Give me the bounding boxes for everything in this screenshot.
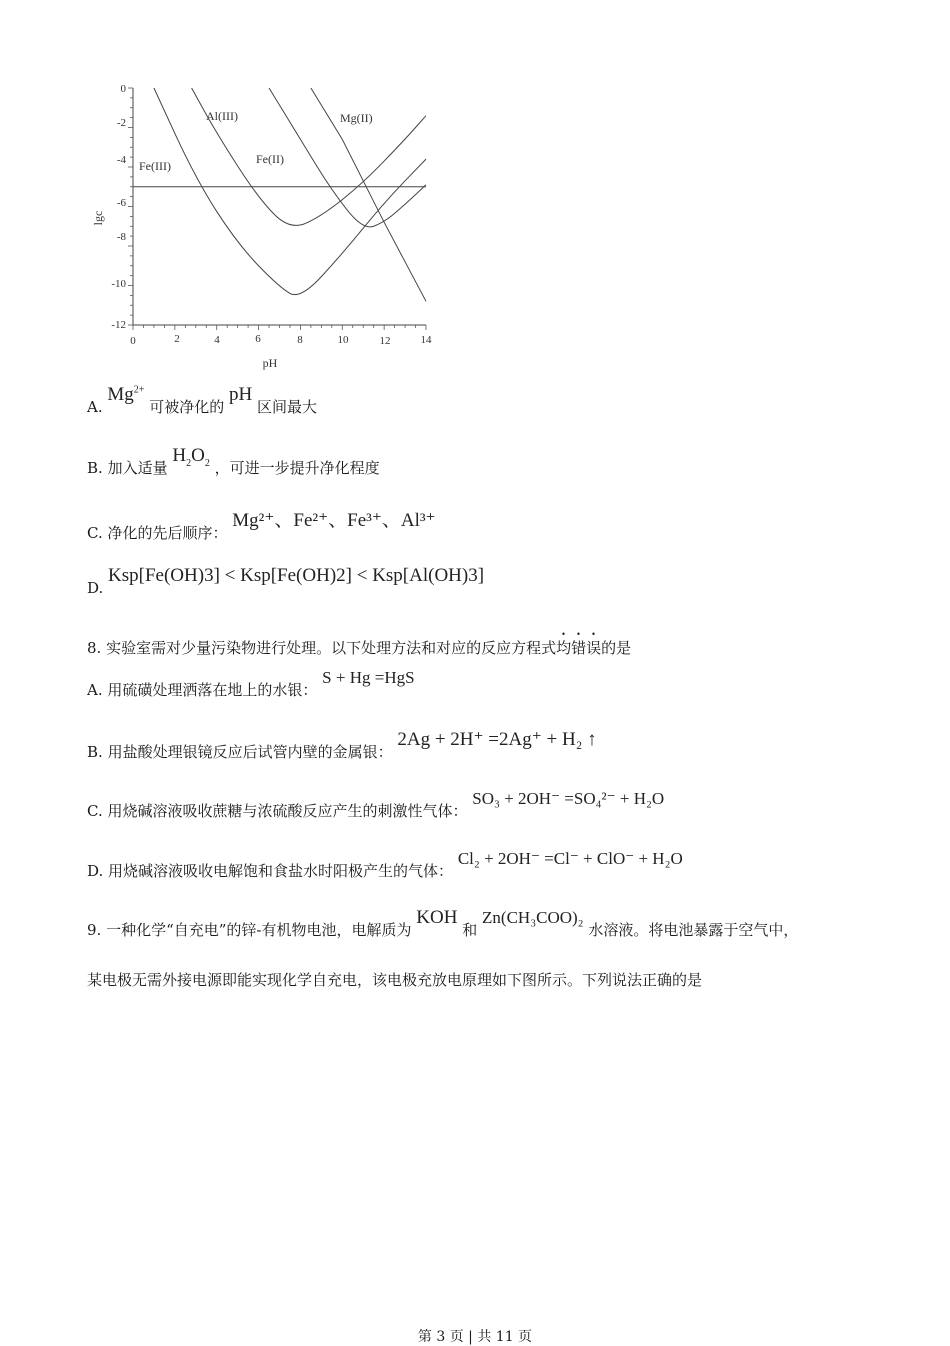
y-tick-label: -6 <box>116 197 126 209</box>
q7-option-c[interactable] <box>87 510 436 544</box>
y-tick-label: -4 <box>116 154 126 166</box>
option-text: ，可进一步提升净化程度 <box>214 459 380 477</box>
q8-option-c[interactable] <box>87 789 665 821</box>
x-tick-label: 0 <box>130 335 136 347</box>
formula-ion-order: Mg²⁺、Fe²⁺、Fe³⁺、Al³⁺ <box>232 510 436 531</box>
option-text: 净化的先后顺序： <box>107 524 228 542</box>
q9-stem-line1: 9. 一种化学“自充电”的锌-有机物电池，电解质为 KOH 和 Zn(CH₃COO)₂ 水溶液。将电池暴露于空气中， <box>87 907 799 939</box>
x-tick-label: 12 <box>379 335 391 347</box>
formula-ksp: Ksp[Fe(OH)3] < Ksp[Fe(OH)2] < Ksp[Al(OH)3] <box>108 565 485 586</box>
option-prefix: B. <box>87 459 108 477</box>
equation: SO₃ + 2OH⁻ =SO₄²⁻ + H₂O <box>472 789 665 808</box>
series-feiii <box>154 88 426 295</box>
page-footer: 第 3 页 | 共 11 页 <box>417 1329 533 1345</box>
equation: Cl₂ + 2OH⁻ =Cl⁻ + ClO⁻ + H₂O <box>457 849 683 868</box>
q7-option-a[interactable] <box>87 384 318 418</box>
formula-koh: KOH <box>416 907 458 928</box>
q8-option-d[interactable] <box>87 849 683 881</box>
y-tick-label: -10 <box>111 278 126 290</box>
formula-h2o2: $H_2O_2$ <box>172 445 210 469</box>
equation: 2Ag + 2H⁺ =2Ag⁺ + H₂ ↑ <box>397 729 597 750</box>
q9-stem-line2: 某电极无需外接电源即能实现化学自充电，该电极充放电原理如下图所示。下列说法正确的是 <box>87 971 703 989</box>
option-prefix: D. <box>87 862 109 880</box>
option-text: 用烧碱溶液吸收电解饱和食盐水时阳极产生的气体： <box>108 862 454 880</box>
curve-label-al3: Al(III) <box>206 109 238 123</box>
q8-stem: 8. 实验室需对少量污染物进行处理。以下处理方法和对应的反应方程式均错误的是 <box>87 639 632 657</box>
option-text: 可被净化的 <box>149 398 225 416</box>
option-text: 区间最大 <box>257 398 318 416</box>
x-tick-label: 6 <box>255 333 261 345</box>
option-text: 用盐酸处理银镜反应后试管内壁的金属银： <box>107 743 393 761</box>
curve-label-mg2: Mg(II) <box>340 111 373 125</box>
q8-option-a[interactable] <box>87 668 415 700</box>
option-text: 用烧碱溶液吸收蔗糖与浓硫酸反应产生的刺激性气体： <box>107 802 468 820</box>
y-tick-label: -8 <box>116 231 126 243</box>
y-tick-label: 0 <box>120 83 126 95</box>
q7-option-b[interactable] <box>87 445 380 481</box>
equation: S + Hg =HgS <box>322 668 415 687</box>
option-text: 加入适量 <box>107 459 168 477</box>
x-tick-label: 10 <box>337 334 349 346</box>
curve-label-fe3: Fe(III) <box>139 159 171 173</box>
option-prefix: B. <box>87 743 108 761</box>
option-prefix: A. <box>87 681 108 699</box>
formula-mg: $Mg^{2+}$ <box>107 384 145 405</box>
q8-option-b[interactable] <box>87 729 597 763</box>
x-tick-label: 4 <box>214 334 220 346</box>
y-axis-label: lgc <box>91 210 105 226</box>
x-tick-label: 14 <box>420 334 432 346</box>
option-prefix: C. <box>87 802 108 820</box>
formula-ph: pH <box>229 384 253 405</box>
option-prefix: C. <box>87 524 108 542</box>
solubility-chart <box>80 78 440 378</box>
x-tick-label: 8 <box>297 334 303 346</box>
option-text: 用硫磺处理洒落在地上的水银： <box>107 681 318 699</box>
plot-area <box>128 88 426 330</box>
series-feii <box>269 88 426 227</box>
x-axis-label: pH <box>262 356 278 370</box>
curve-label-fe2: Fe(II) <box>256 152 284 166</box>
option-prefix: D. <box>87 579 109 597</box>
q7-option-d[interactable] <box>87 565 485 599</box>
x-tick-label: 2 <box>174 333 180 345</box>
y-tick-label: -12 <box>111 319 126 331</box>
emphasis-dotted: 均错误 <box>556 639 602 657</box>
option-prefix: A. <box>87 398 108 416</box>
formula-zn-acetate: Zn(CH₃COO)₂ <box>482 908 584 927</box>
y-tick-label: -2 <box>116 117 126 129</box>
